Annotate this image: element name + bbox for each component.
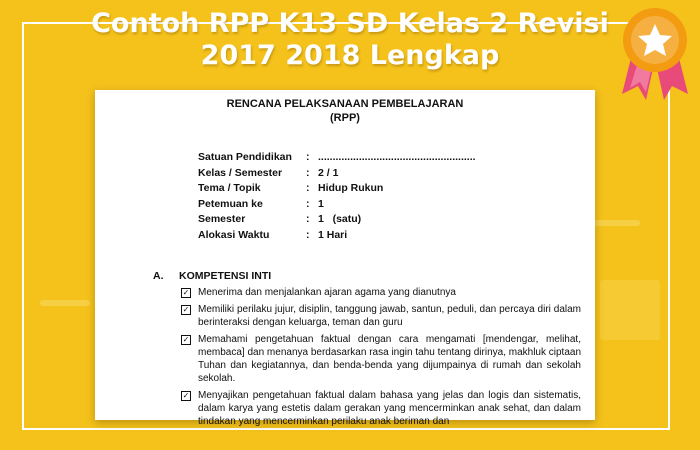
info-row	[198, 197, 476, 213]
checkbox-icon: ✓	[182, 335, 190, 344]
kompetensi-inti-list	[181, 286, 581, 432]
info-row	[198, 228, 476, 244]
checkbox-icon: ✓	[182, 391, 190, 400]
info-colon: :	[306, 197, 310, 210]
list-item-text: Menerima dan menjalankan ajaran agama yang dianutnya	[198, 287, 456, 298]
info-row	[198, 150, 476, 166]
info-colon: :	[306, 213, 310, 226]
list-item-text: Menyajikan pengetahuan faktual dalam bahasa yang jelas dan logis dan sistematis, dalam karya yang estetis dalam gerakan yang mencerminkan anak sehat, dan dalam tindakan yang mencerminkan perilaku anak beriman dan	[198, 390, 581, 427]
info-colon: :	[306, 182, 310, 195]
checkbox-icon: ✓	[182, 288, 190, 297]
list-item	[181, 286, 581, 299]
info-value: 1 (satu)	[318, 213, 362, 226]
headline-line-1: Contoh RPP K13 SD Kelas 2 Revisi	[91, 8, 609, 39]
list-item-text: Memahami pengetahuan faktual dengan cara mengamati [mendengar, melihat, membaca] dan menanya berdasarkan rasa ingin tahu tentang dirinya, makhluk ciptaan Tuhan dan kegiatannya, dan benda-benda yang dijumpainya di rumah dan sekolah sekolah.	[198, 334, 582, 384]
identity-table	[198, 150, 476, 244]
list-item-text: Memiliki perilaku jujur, disiplin, tanggung jawab, santun, peduli, dan percaya diri dalam berinteraksi dengan keluarga, teman dan guru	[198, 304, 581, 328]
document-page	[95, 90, 595, 427]
section-title: KOMPETENSI INTI	[179, 270, 272, 282]
document-title: RENCANA PELAKSANAAN PEMBELAJARAN	[226, 98, 464, 110]
info-colon: :	[306, 228, 310, 241]
info-label: Kelas / Semester	[198, 166, 283, 179]
info-value: 1 Hari	[318, 228, 348, 241]
info-row	[198, 166, 476, 182]
star-medal-icon	[610, 2, 700, 102]
page-headline	[0, 8, 700, 72]
list-item	[181, 333, 581, 385]
section-letter: A.	[153, 270, 164, 282]
list-item	[181, 389, 581, 428]
checkbox-icon: ✓	[182, 305, 190, 314]
info-row	[198, 181, 476, 197]
headline-line-2: 2017 2018 Lengkap	[200, 40, 500, 71]
info-label: Semester	[198, 213, 246, 226]
info-value: 1	[318, 197, 324, 210]
info-colon: :	[306, 166, 310, 179]
list-item	[181, 303, 581, 329]
info-label: Petemuan ke	[198, 197, 263, 210]
info-value: 2 / 1	[318, 166, 339, 179]
info-label: Tema / Topik	[198, 182, 261, 195]
info-colon: :	[306, 151, 310, 163]
document-subtitle: (RPP)	[330, 112, 360, 124]
info-label: Alokasi Waktu	[198, 228, 270, 241]
info-label: Satuan Pendidikan	[198, 151, 292, 163]
info-value: ......................................................	[318, 151, 476, 163]
info-value: Hidup Rukun	[318, 182, 384, 195]
info-row	[198, 212, 476, 228]
section-heading	[153, 270, 271, 282]
